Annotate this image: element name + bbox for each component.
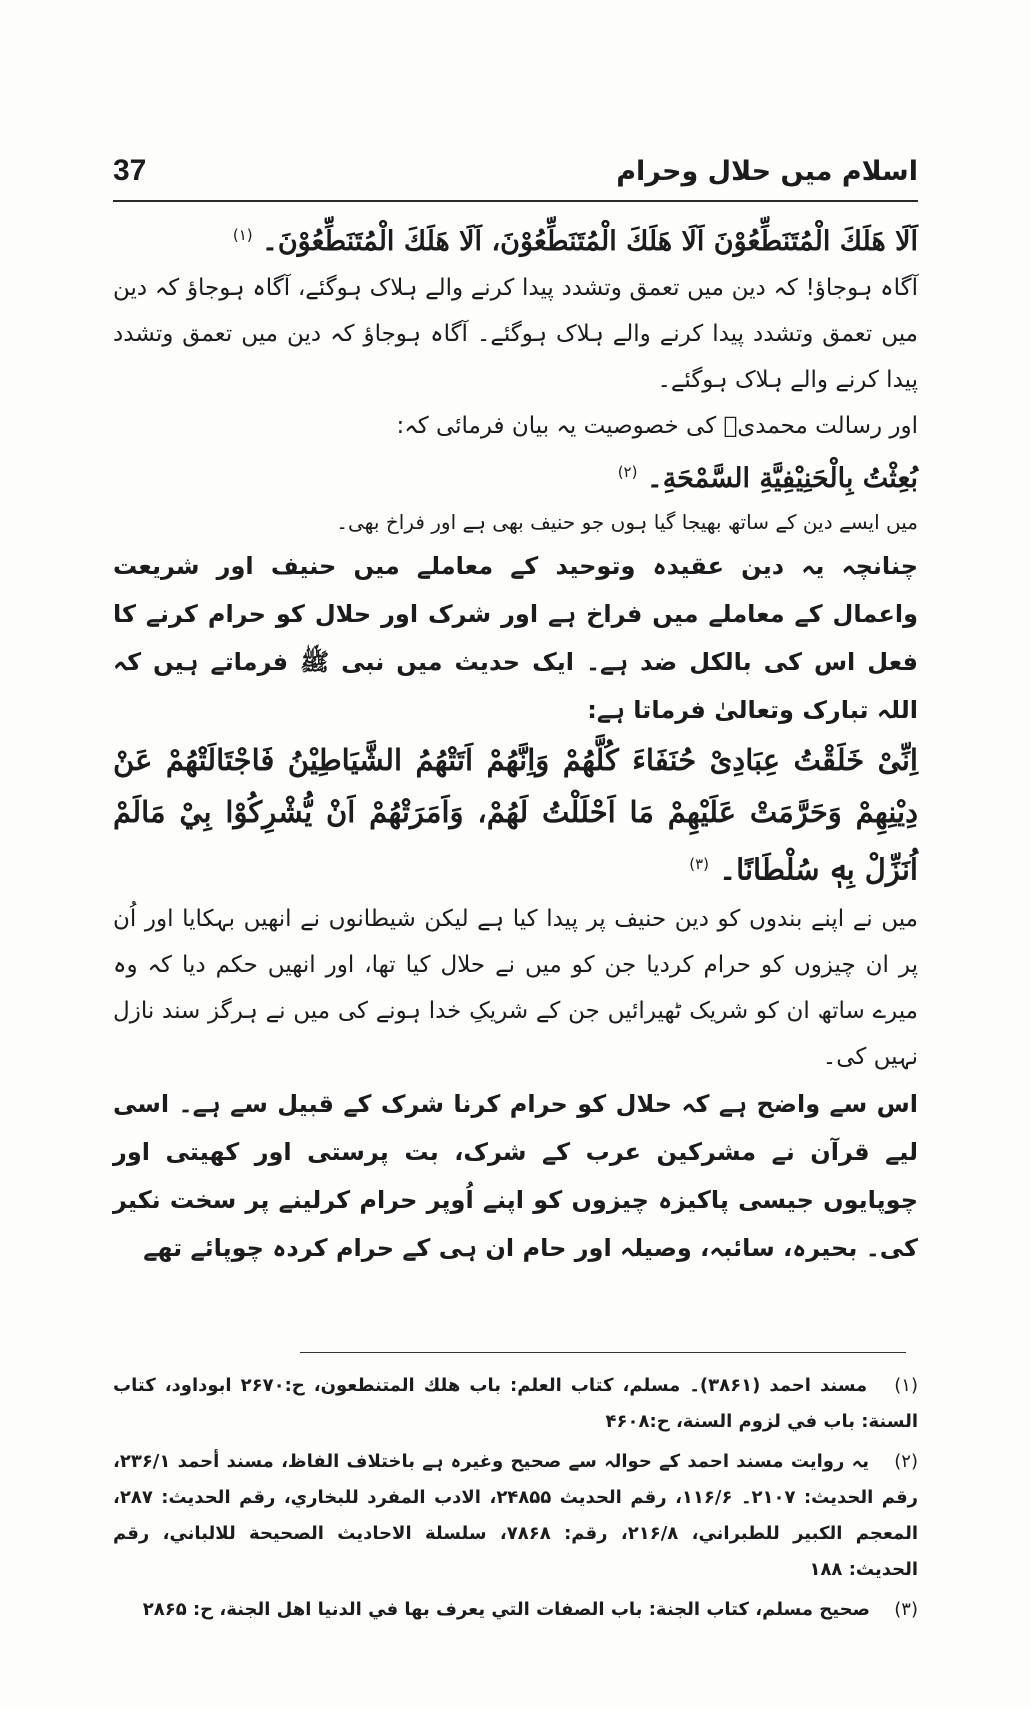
footnote-divider bbox=[300, 1352, 906, 1353]
footnote-3-number: (۳) bbox=[894, 1599, 918, 1620]
paragraph-intro: اور رسالت محمدیؐ کی خصوصیت یہ بیان فرمائی کہ: bbox=[396, 413, 918, 439]
translation-paragraph-3: میں نے اپنے بندوں کو دین حنیف پر پیدا کیا ہے لیکن شیطانوں نے انھیں بہکایا اور اُن پر ان چیزوں کو حرام کردیا جن کو میں نے حلال کیا تھا، اور انھیں حکم دیا کہ وہ میرے ساتھ ان کو شریک ٹھیرائیں جن کے شریکِ خدا ہونے کی میں نے ہرگز سند نازل نہیں کی۔ bbox=[113, 905, 918, 1070]
arabic-quote-2 bbox=[113, 449, 918, 502]
footnote-2-number: (۲) bbox=[894, 1451, 918, 1472]
page-number: 37 bbox=[113, 154, 147, 187]
footnote-ref-3: (۳) bbox=[689, 855, 709, 873]
arabic-quote-1 bbox=[113, 212, 918, 265]
translation-paragraph-2: میں ایسے دین کے ساتھ بھیجا گیا ہوں جو حنیف بھی ہے اور فراخ بھی۔ bbox=[336, 510, 918, 534]
page-header bbox=[113, 150, 918, 200]
footnote-3-text: صحیح مسلم، کتاب الجنة: باب الصفات التي یعرف بها في الدنیا اهل الجنة، ح: ۲۸۶۵ bbox=[142, 1599, 870, 1620]
footnote-2 bbox=[113, 1444, 918, 1588]
footnote-1 bbox=[113, 1368, 918, 1440]
footnote-1-text: مسند احمد (۳۸۶۱)۔ مسلم، کتاب العلم: باب هلك المتنطعون، ح:۲۶۷۰ ابوداود، کتاب السنة: باب في لزوم السنة، ح:۴۶۰۸ bbox=[113, 1375, 918, 1432]
paragraph-conclusion: اس سے واضح ہے کہ حلال کو حرام کرنا شرک کے قبیل سے ہے۔ اسی لیے قرآن نے مشرکین عرب کے شرک، بت پرستی اور کھیتی اور چوپایوں جیسی پاکیزہ چیزوں کو اپنے اُوپر حرام کرلینے پر سخت نکیر کی۔ بحیرہ، سائبہ، وصیلہ اور حام ان ہی کے حرام کردہ چوپائے تھے bbox=[113, 1089, 918, 1262]
footnote-ref-1: (۱) bbox=[232, 226, 253, 244]
footnote-ref-2: (۲) bbox=[617, 463, 638, 481]
footnote-1-number: (۱) bbox=[894, 1375, 918, 1396]
translation-paragraph-1: آگاہ ہوجاؤ! کہ دین میں تعمق وتشدد پیدا کرنے والے ہلاک ہوگئے، آگاہ ہوجاؤ کہ دین میں تعمق وتشدد پیدا کرنے والے ہلاک ہوگئے۔ آگاہ ہوجاؤ کہ دین میں تعمق وتشدد پیدا کرنے والے ہلاک ہوگئے۔ bbox=[113, 275, 918, 393]
arabic-hadith-text: اِنِّیْ خَلَقْتُ عِبَادِیْ حُنَفَاءَ كُلَّهُمْ وَاِنَّهُمْ اَتَتْهُمُ الشَّيَاطِيْنُ فَاجْتَالَتْهُمْ عَنْ دِيْنِهِمْ وَحَرَّمَتْ عَلَيْهِمْ مَا اَحْلَلْتُ لَهُمْ، وَاَمَرَتْهُمْ اَنْ يُّشْرِكُوْا بِيْ مَالَمْ اُنَزِّلْ بِهٖ سُلْطَانًا۔ bbox=[113, 743, 918, 887]
arabic-quote-2-text: بُعِثْتُ بِالْحَنِيْفِيَّةِ السَّمْحَةِ۔ bbox=[646, 463, 918, 494]
footnote-3 bbox=[113, 1592, 918, 1628]
paragraph-explanation: چنانچہ یہ دین عقیدہ وتوحید کے معاملے میں حنیف اور شریعت واعمال کے معاملے میں فراخ ہے اور شرک اور حلال کو حرام کرنے کا فعل اس کی بالکل ضد ہے۔ ایک حدیث میں نبی ﷺ فرماتے ہیں کہ اللہ تبارک وتعالیٰ فرماتا ہے: bbox=[113, 552, 918, 724]
header-divider bbox=[113, 200, 918, 202]
arabic-quote-1-text: اَلَا هَلَكَ الْمُتَنَطِّعُوْنَ اَلَا هَلَكَ الْمُتَنَطِّعُوْنَ، اَلَا هَلَكَ الْمُتَنَطِّعُوْنَ۔ bbox=[262, 226, 918, 257]
running-title: اسلام میں حلال وحرام bbox=[616, 156, 918, 187]
main-text bbox=[113, 212, 918, 1272]
arabic-hadith-quote bbox=[113, 734, 918, 896]
footnotes bbox=[113, 1368, 918, 1632]
footnote-2-text: یہ روایت مسند احمد کے حوالہ سے صحیح وغیرہ ہے باختلاف الفاظ، مسند أحمد ۲۳۶/۱، رقم الحدیث: ۲۱۰۷۔ ۱۱۶/۶، رقم الحدیث ۲۴۸۵۵، الادب المفرد للبخاري، رقم الحدیث: ۲۸۷، المعجم الکبیر للطبراني، ۲۱۶/۸، رقم: ۷۸۶۸، سلسلة الاحادیث الصحیحة للالباني، رقم الحدیث: ۱۸۸ bbox=[113, 1451, 918, 1580]
